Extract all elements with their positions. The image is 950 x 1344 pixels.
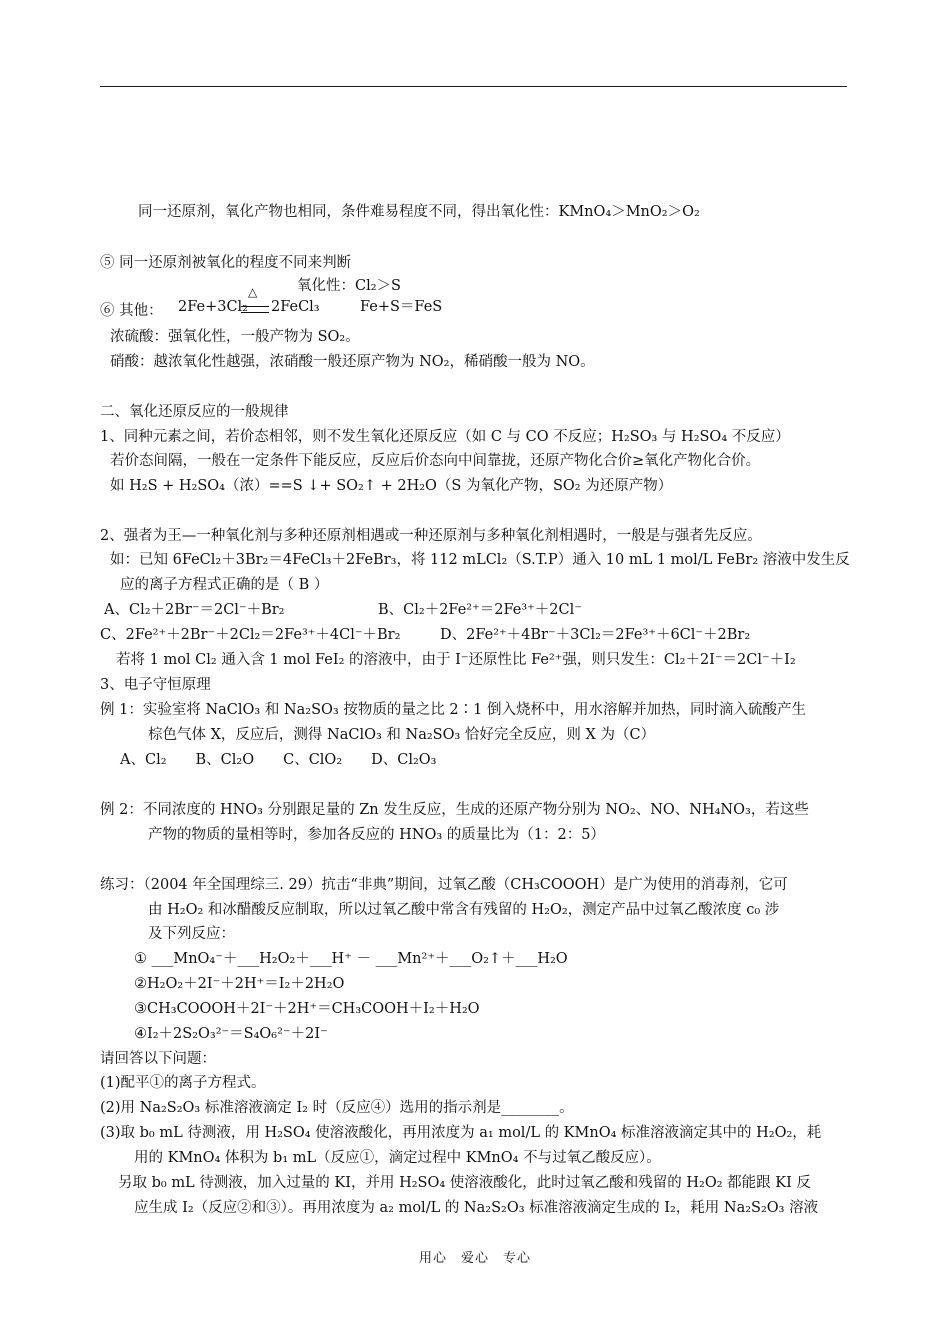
- text-line: 若价态间隔，一般在一定条件下能反应，反应后价态向中间靠拢，还原产物化合价≥氧化产物化合价。: [110, 453, 761, 469]
- text-line: 氧化性：Cl₂＞S: [297, 278, 401, 294]
- section-heading: 3、电子守恒原理: [100, 677, 211, 693]
- reaction-3: ③CH₃COOOH＋2I⁻＋2H⁺＝CH₃COOH＋I₂＋H₂O: [134, 1001, 480, 1017]
- text-line: 应生成 I₂（反应②和③）。再用浓度为 a₂ mol/L 的 Na₂S₂O₃ 标准溶液滴定生成的 I₂，耗用 Na₂S₂O₃ 溶液: [134, 1200, 819, 1216]
- reaction-4: ④I₂＋2S₂O₃²⁻＝S₄O₆²⁻＋2I⁻: [134, 1026, 328, 1042]
- reaction-1: ① ___MnO₄⁻＋___H₂O₂＋___H⁺ － ___Mn²⁺＋___O₂↑＋___H₂O: [134, 951, 568, 967]
- text-line: 浓硫酸：强氧化性，一般产物为 SO₂。: [110, 329, 360, 345]
- text-line: 另取 b₀ mL 待测液，加入过量的 KI，并用 H₂SO₄ 使溶液酸化，此时过氧乙酸和残留的 H₂O₂ 都能跟 KI 反: [118, 1175, 811, 1191]
- text-line: 硝酸：越浓氧化性越强，浓硝酸一般还原产物为 NO₂，稀硝酸一般为 NO。: [110, 354, 595, 370]
- text-line: 练习：（2004 年全国理综三. 29）抗击“非典”期间，过氧乙酸（CH₃COOOH）是广为使用的消毒剂，它可: [100, 877, 788, 893]
- page-footer: 用心 爱心 专心: [418, 1251, 531, 1266]
- text-line: 同一还原剂，氧化产物也相同，条件难易程度不同，得出氧化性：KMnO₄＞MnO₂＞O₂: [138, 204, 700, 220]
- text-line: 应的离子方程式正确的是（ B ）: [120, 577, 329, 593]
- text-line: 请回答以下问题：: [100, 1051, 216, 1067]
- text-line: 如 H₂S + H₂SO₄（浓）==S ↓+ SO₂↑ + 2H₂O（S 为氧化产物，SO₂ 为还原产物）: [110, 478, 673, 494]
- text-line: 棕色气体 X，反应后，测得 NaClO₃ 和 Na₂SO₃ 恰好完全反应，则 X 为（C）: [148, 727, 656, 743]
- text-line: 如：已知 6FeCl₂＋3Br₂＝4FeCl₃＋2FeBr₃，将 112 mLCl₂（S.T.P）通入 10 mL 1 mol/L FeBr₂ 溶液中发生反: [110, 552, 850, 568]
- text-line: 用的 KMnO₄ 体积为 b₁ mL（反应①，滴定过程中 KMnO₄ 不与过氧乙酸反应）。: [134, 1150, 661, 1166]
- option-c: C、2Fe²⁺＋2Br⁻＋2Cl₂＝2Fe³⁺＋4Cl⁻＋Br₂: [100, 627, 401, 643]
- question-2: (2)用 Na₂S₂O₃ 标准溶液滴定 I₂ 时（反应④）选用的指示剂是________。: [100, 1100, 574, 1116]
- text-line: 产物的物质的量相等时，参加各反应的 HNO₃ 的质量比为（1：2：5）: [148, 827, 605, 843]
- text-line: 2、强者为王—一种氧化剂与多种还原剂相遇或一种还原剂与多种氧化剂相遇时，一般是与强者先反应。: [100, 528, 762, 544]
- text-line: 例 2：不同浓度的 HNO₃ 分别跟足量的 Zn 发生反应，生成的还原产物分别为 NO₂、NO、NH₄NO₃，若这些: [100, 802, 809, 818]
- text-line: 及下列反应：: [148, 926, 235, 942]
- equation-fe-s: Fe+S＝FeS: [360, 299, 443, 315]
- option-a: A、Cl₂＋2Br⁻＝2Cl⁻＋Br₂: [104, 602, 285, 618]
- text-line: 由 H₂O₂ 和冰醋酸反应制取，所以过氧乙酸中常含有残留的 H₂O₂，测定产品中过氧乙酸浓度 c₀ 涉: [148, 902, 780, 918]
- question-3: (3)取 b₀ mL 待测液，用 H₂SO₄ 使溶液酸化，再用浓度为 a₁ mol/L 的 KMnO₄ 标准溶液滴定其中的 H₂O₂，耗: [100, 1125, 822, 1141]
- header-rule: [100, 86, 847, 87]
- text-line: 1、同种元素之间，若价态相邻，则不发生氧化还原反应（如 C 与 CO 不反应；H₂SO₃ 与 H₂SO₄ 不反应）: [100, 429, 790, 445]
- equation-fe-cl2-right: 2FeCl₃: [271, 299, 320, 315]
- section-heading: 二、氧化还原反应的一般规律: [100, 404, 289, 420]
- text-line: A、Cl₂ B、Cl₂O C、ClO₂ D、Cl₂O₃: [120, 752, 437, 768]
- equation-double-bar: [241, 306, 269, 313]
- reaction-2: ②H₂O₂＋2I⁻＋2H⁺＝I₂＋2H₂O: [134, 976, 345, 992]
- text-line: 若将 1 mol Cl₂ 通入含 1 mol FeI₂ 的溶液中，由于 I⁻还原性比 Fe²⁺强，则只发生：Cl₂＋2I⁻＝2Cl⁻＋I₂: [116, 652, 796, 668]
- option-b: B、Cl₂＋2Fe²⁺＝2Fe³⁺＋2Cl⁻: [378, 602, 582, 618]
- option-d: D、2Fe²⁺＋4Br⁻＋3Cl₂＝2Fe³⁺＋6Cl⁻＋2Br₂: [440, 627, 751, 643]
- text-line: ⑥ 其他：: [100, 303, 163, 319]
- equation-fe-cl2-left: 2Fe+3Cl₂: [178, 299, 248, 315]
- question-1: (1)配平①的离子方程式。: [100, 1075, 266, 1091]
- text-line: 例 1：实验室将 NaClO₃ 和 Na₂SO₃ 按物质的量之比 2∶1 倒入烧杯中，用水溶解并加热，同时滴入硫酸产生: [100, 702, 806, 718]
- text-line: ⑤ 同一还原剂被氧化的程度不同来判断: [100, 255, 352, 271]
- heat-condition: △: [248, 285, 258, 299]
